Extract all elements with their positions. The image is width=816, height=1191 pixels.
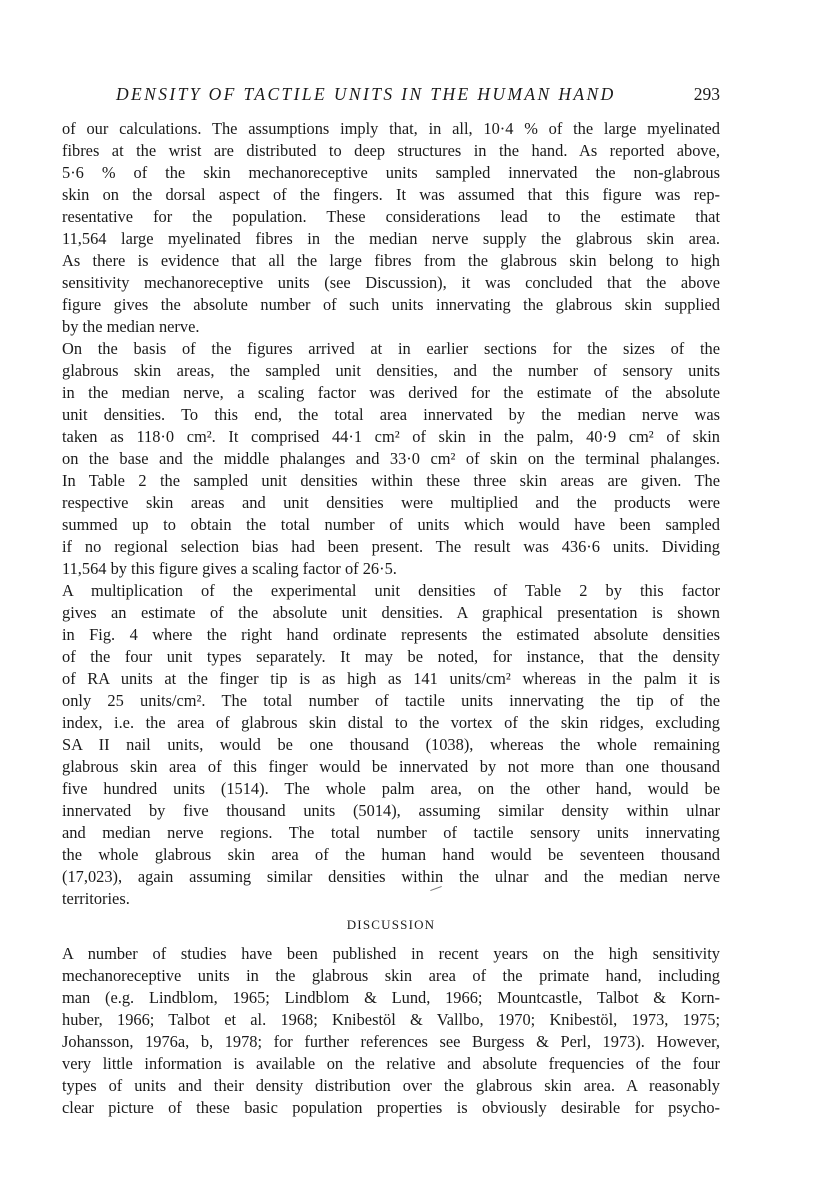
text-line: 11,564 large myelinated fibres in the median nerve supply the glabrous skin area. xyxy=(62,229,720,248)
text-line: gives an estimate of the absolute unit densities. A graphical presentation is shown xyxy=(62,603,720,622)
text-line: 5·6 % of the skin mechanoreceptive units sampled innervated the non-glabrous xyxy=(62,163,720,182)
text-line: mechanoreceptive units in the glabrous skin area of the primate hand, including xyxy=(62,966,720,985)
text-line: SA II nail units, would be one thousand (1038), whereas the whole remaining xyxy=(62,735,720,754)
text-line: man (e.g. Lindblom, 1965; Lindblom & Lund, 1966; Mountcastle, Talbot & Korn- xyxy=(62,988,720,1007)
text-line: if no regional selection bias had been present. The result was 436·6 units. Dividing xyxy=(62,537,720,556)
text-line: A multiplication of the experimental unit densities of Table 2 by this factor xyxy=(62,581,720,600)
text-line: In Table 2 the sampled unit densities within these three skin areas are given. The xyxy=(62,471,720,490)
text-line: taken as 118·0 cm². It comprised 44·1 cm² of skin in the palm, 40·9 cm² of skin xyxy=(62,427,720,446)
text-line: the whole glabrous skin area of the human hand would be seventeen thousand xyxy=(62,845,720,864)
body-text xyxy=(62,118,720,910)
paragraph-1 xyxy=(62,118,720,338)
text-line: five hundred units (1514). The whole palm area, on the other hand, would be xyxy=(62,779,720,798)
text-line: of the four unit types separately. It may be noted, for instance, that the density xyxy=(62,647,720,666)
text-line: A number of studies have been published in recent years on the high sensitivity xyxy=(62,944,720,963)
text-line: in Fig. 4 where the right hand ordinate represents the estimated absolute densities xyxy=(62,625,720,644)
text-line: summed up to obtain the total number of units which would have been sampled xyxy=(62,515,720,534)
running-title: DENSITY OF TACTILE UNITS IN THE HUMAN HAND xyxy=(116,84,616,104)
discussion-text xyxy=(62,943,720,1119)
paragraph-3 xyxy=(62,580,720,910)
text-line: on the base and the middle phalanges and 33·0 cm² of skin on the terminal phalanges. xyxy=(62,449,720,468)
text-line: innervated by five thousand units (5014), assuming similar density within ulnar xyxy=(62,801,720,820)
text-line: unit densities. To this end, the total area innervated by the median nerve was xyxy=(62,405,720,424)
text-line: glabrous skin areas, the sampled unit densities, and the number of sensory units xyxy=(62,361,720,380)
page-number: 293 xyxy=(693,84,720,104)
text-line: types of units and their density distribution over the glabrous skin area. A reasonably xyxy=(62,1076,720,1095)
text-line: index, i.e. the area of glabrous skin distal to the vortex of the skin ridges, excluding xyxy=(62,713,720,732)
text-line: skin on the dorsal aspect of the fingers. It was assumed that this figure was rep- xyxy=(62,185,720,204)
text-line: figure gives the absolute number of such units innervating the glabrous skin supplied xyxy=(62,295,720,314)
text-line: resentative for the population. These considerations lead to the estimate that xyxy=(62,207,720,226)
text-line: of our calculations. The assumptions imply that, in all, 10·4 % of the large myelinated xyxy=(62,119,720,138)
text-line: (17,023), again assuming similar densities within the ulnar and the median nerve xyxy=(62,867,720,886)
text-line: As there is evidence that all the large fibres from the glabrous skin belong to high xyxy=(62,251,720,270)
text-line: territories. xyxy=(62,889,130,908)
text-line: and median nerve regions. The total number of tactile sensory units innervating xyxy=(62,823,720,842)
text-line: by the median nerve. xyxy=(62,317,200,336)
text-line: clear picture of these basic population properties is obviously desirable for psycho- xyxy=(62,1098,720,1117)
text-line: 11,564 by this figure gives a scaling factor of 26·5. xyxy=(62,559,397,578)
running-head xyxy=(62,84,720,108)
text-line: respective skin areas and unit densities were multiplied and the products were xyxy=(62,493,720,512)
text-line: in the median nerve, a scaling factor was derived for the estimate of the absolute xyxy=(62,383,720,402)
text-line: of RA units at the finger tip is as high as 141 units/cm² whereas in the palm it is xyxy=(62,669,720,688)
text-line: huber, 1966; Talbot et al. 1968; Knibestöl & Vallbo, 1970; Knibestöl, 1973, 1975; xyxy=(62,1010,720,1029)
paragraph-2 xyxy=(62,338,720,580)
text-line: only 25 units/cm². The total number of tactile units innervating the tip of the xyxy=(62,691,720,710)
text-line: Johansson, 1976a, b, 1978; for further references see Burgess & Perl, 1973). However, xyxy=(62,1032,720,1051)
text-line: fibres at the wrist are distributed to deep structures in the hand. As reported above, xyxy=(62,141,720,160)
discussion-paragraph xyxy=(62,943,720,1119)
text-line: sensitivity mechanoreceptive units (see Discussion), it was concluded that the above xyxy=(62,273,720,292)
section-heading-discussion: DISCUSSION xyxy=(346,917,436,932)
text-line: glabrous skin area of this finger would be innervated by not more than one thousand xyxy=(62,757,720,776)
text-line: On the basis of the figures arrived at in earlier sections for the sizes of the xyxy=(62,339,720,358)
text-line: very little information is available on the relative and absolute frequencies of the four xyxy=(62,1054,720,1073)
